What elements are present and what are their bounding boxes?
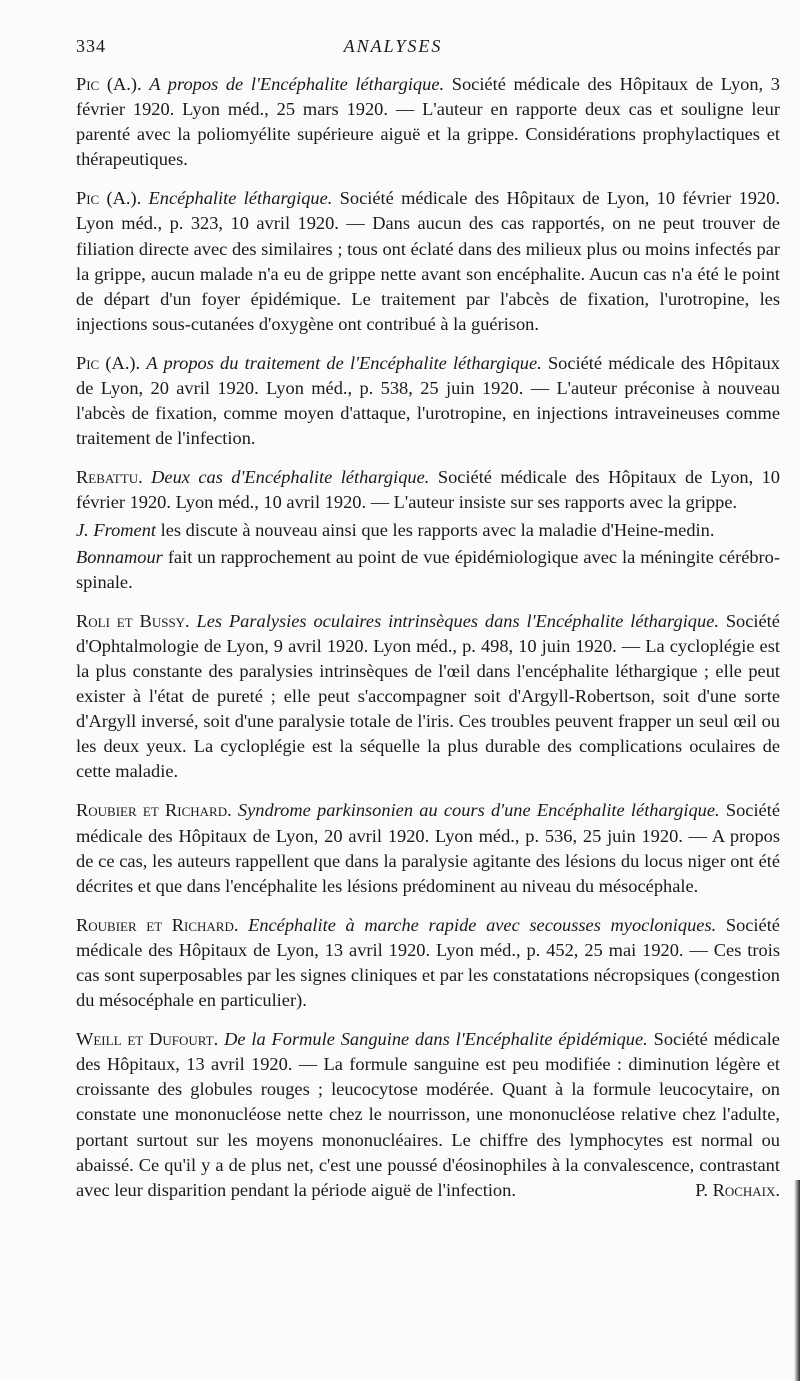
entry-author: Weill et Dufourt.	[76, 1029, 219, 1050]
entry-pic-1	[76, 72, 780, 172]
entry-title: A propos de l'Encéphalite léthargique.	[149, 74, 445, 94]
page-number: 334	[76, 36, 106, 56]
entry-text: Société médicale des Hôpitaux de Lyon, 13 avril 1920. Lyon méd., p. 452, 25 mai 1920. — Ces trois cas sont superposables par les signes cliniques et par les constatations nécropsiques (congestion du mésocéphale en particulier).	[76, 914, 780, 1011]
entry-title: A propos du traitement de l'Encéphalite léthargique.	[146, 352, 542, 373]
entry-pic-3	[76, 351, 780, 451]
entry-author: Pic (A.).	[76, 188, 142, 209]
entry-text: Société médicale des Hôpitaux de Lyon, 3 février 1920. Lyon méd., 25 mars 1920. — L'auteur en rapporte deux cas et souligne leur parenté avec la poliomyélite supérieure aiguë et la grippe. Considérations prophylactiques et thérapeutiques.	[76, 74, 780, 170]
entry-text: Société médicale des Hôpitaux de Lyon, 20 avril 1920. Lyon méd., p. 536, 25 juin 1920. — A propos de ce cas, les auteurs rappellent que dans la paralysie agitante des lésions du locus niger ont été décrites et que dans l'encéphalite les lésions prédominent au niveau du mésocéphale.	[76, 800, 780, 896]
entry-roubier-richard-2	[76, 913, 780, 1013]
entry-title: Bonnamour	[76, 546, 163, 567]
header-title: ANALYSES	[343, 36, 443, 56]
entry-text: les discute à nouveau ainsi que les rapports avec la maladie d'Heine-medin.	[160, 519, 715, 540]
entry-title: Encéphalite à marche rapide avec secousses myocloniques.	[248, 914, 717, 935]
entry-bonnamour	[76, 545, 780, 595]
entry-title: De la Formule Sanguine dans l'Encéphalite épidémique.	[224, 1029, 648, 1050]
entry-rebattu	[76, 465, 780, 515]
entry-title: Les Paralysies oculaires intrinsèques dans l'Encéphalite léthargique.	[196, 610, 719, 631]
reviewer-signature: P. Rochaix.	[695, 1179, 780, 1200]
entry-roubier-richard-1	[76, 798, 780, 898]
entry-froment	[76, 518, 780, 543]
entry-title: J. Froment	[76, 519, 157, 540]
page-edge-shadow	[794, 1180, 800, 1381]
entry-author: Rebattu.	[76, 467, 143, 488]
entry-text: Société d'Ophtalmologie de Lyon, 9 avril 1920. Lyon méd., p. 498, 10 juin 1920. — La cycloplégie est la plus constante des paralysies intrinsèques de l'œil dans l'encéphalite léthargique ; elle peut exister à l'état de pureté ; elle peut s'accompagner soit d'Argyll-Robertson, soit d'une sorte d'Argyll inversé, soit d'une paralysie totale de l'iris. Ces troubles peuvent frapper un seul œil ou les deux yeux. La cycloplégie est la séquelle la plus durable des complications oculaires de cette maladie.	[76, 610, 780, 782]
entry-weill-dufourt	[76, 1027, 780, 1203]
entry-author: Pic (A.).	[76, 352, 141, 373]
entry-author: Roli et Bussy.	[76, 610, 190, 631]
running-head	[76, 36, 770, 60]
entry-author: Roubier et Richard.	[76, 914, 239, 935]
entry-text: Société médicale des Hôpitaux de Lyon, 10 février 1920. Lyon méd., p. 323, 10 avril 1920. — Dans aucun des cas rapportés, on ne peut trouver de filiation directe avec des similaires ; tous ont éclaté dans des milieux plus ou moins infectés par la grippe, aucun malade n'a eu de grippe nette avant son encéphalite. Aucun cas n'a été le point de départ d'un foyer épidémique. Le traitement par l'abcès de fixation, l'urotropine, les injections sous-cutanées d'oxygène ont contribué à la guérison.	[76, 188, 780, 334]
entry-author: Roubier et Richard.	[76, 800, 232, 821]
entry-author: Pic (A.).	[76, 74, 142, 94]
entry-text: Société médicale des Hôpitaux de Lyon, 20 avril 1920. Lyon méd., p. 538, 25 juin 1920. — L'auteur préconise à nouveau l'abcès de fixation, comme moyen d'attaque, l'urotropine, en injections intraveineuses comme traitement de l'infection.	[76, 352, 780, 449]
article-body	[76, 72, 780, 1217]
entry-text: Société médicale des Hôpitaux, 13 avril 1920. — La formule sanguine est peu modifiée : diminution légère et croissante des globules rouges ; leucocytose modérée. Quant à la formule leucocytaire, on constate une mononucléose nette chez le nourrisson, une mononucléose relative chez l'adulte, portant surtout sur les moyens mononucléaires. Le chiffre des lymphocytes est normal ou abaissé. Ce qu'il y a de plus net, c'est une poussé d'éosinophiles à la convalescence, contrastant avec leur disparition pendant la période aiguë de l'infection.	[76, 1029, 780, 1200]
entry-title: Encéphalite léthargique.	[148, 188, 333, 209]
entry-pic-2	[76, 186, 780, 337]
entry-roli-bussy	[76, 609, 780, 785]
entry-title: Syndrome parkinsonien au cours d'une Encéphalite léthargique.	[237, 800, 720, 821]
entry-text: Société médicale des Hôpitaux de Lyon, 10 février 1920. Lyon méd., 10 avril 1920. — L'auteur insiste sur ses rapports avec la grippe.	[76, 467, 780, 513]
entry-text: fait un rapprochement au point de vue épidémiologique avec la méningite cérébro-spinale.	[76, 546, 780, 592]
entry-title: Deux cas d'Encéphalite léthargique.	[151, 467, 430, 488]
